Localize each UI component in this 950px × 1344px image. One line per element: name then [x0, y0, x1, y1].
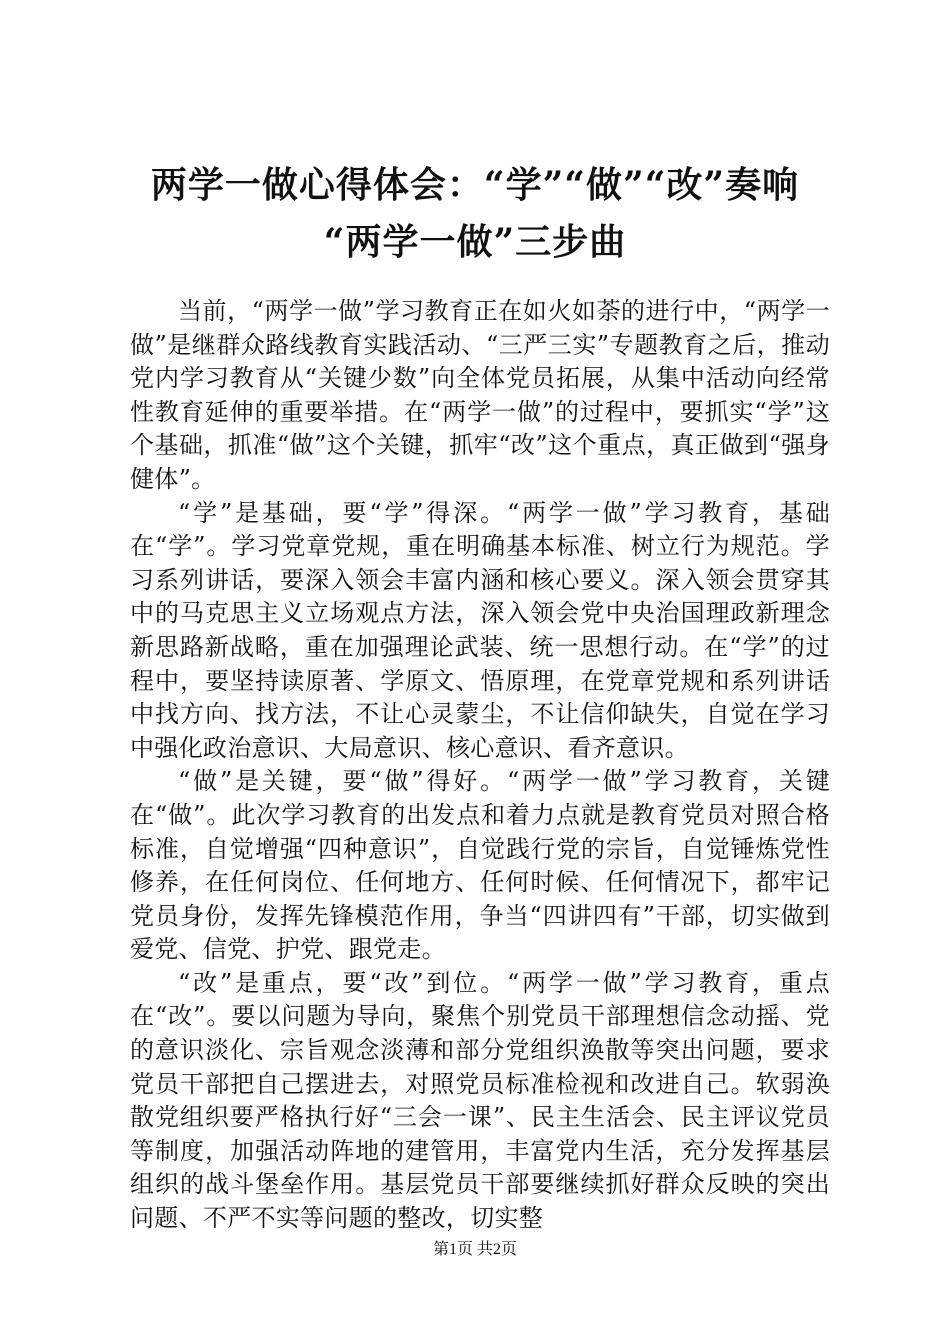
document-title-line-2: “两学一做”三步曲 [323, 221, 627, 263]
page-number-footer: 第1页 共2页 [432, 1241, 517, 1258]
paragraph-intro: 当前，“两学一做”学习教育正在如火如荼的进行中，“两学一做”是继群众路线教育实践活动、“三严三实”专题教育之后，推动党内学习教育从“关键少数”向全体党员拓展，从集中活动向经常性教育延伸的重要举措。在“两学一做”的过程中，要抓实“学”这个基础，抓准“做”这个关键，抓牢“改”这个重点，真正做到“强身健体”。 [130, 297, 830, 493]
document-body [130, 295, 830, 1236]
paragraph-gai: “改”是重点，要“改”到位。“两学一做”学习教育，重点在“改”。要以问题为导向，聚焦个别党员干部理想信念动摇、党的意识淡化、宗旨观念淡薄和部分党组织涣散等突出问题，要求党员干部把自己摆进去，对照党员标准检视和改进自己。软弱涣散党组织要严格执行好“三会一课”、民主生活会、民主评议党员等制度，加强活动阵地的建管用，丰富党内生活，充分发挥基层组织的战斗堡垒作用。基层党员干部要继续抓好群众反映的突出问题、不严不实等问题的整改，切实整 [130, 968, 830, 1233]
paragraph-xue: “学”是基础，要“学”得深。“两学一做”学习教育，基础在“学”。学习党章党规，重在明确基本标准、树立行为规范。学习系列讲话，要深入领会丰富内涵和核心要义。深入领会贯穿其中的马克思主义立场观点方法，深入领会党中央治国理政新理念新思路新战略，重在加强理论武装、统一思想行动。在“学”的过程中，要坚持读原著、学原文、悟原理，在党章党规和系列讲话中找方向、找方法，不让心灵蒙尘，不让信仰缺失，自觉在学习中强化政治意识、大局意识、核心意识、看齐意识。 [130, 498, 830, 762]
document-title-line-1: 两学一做心得体会：“学”“做”“改”奏响 [150, 164, 800, 206]
paragraph-zuo: “做”是关键，要“做”得好。“两学一做”学习教育，关键在“做”。此次学习教育的出发点和着力点就是教育党员对照合格标准，自觉增强“四种意识”，自觉践行党的宗旨，自觉锤炼党性修养，在任何岗位、任何地方、任何时候、任何情况下，都牢记党员身份，发挥先锋模范作用，争当“四讲四有”干部，切实做到爱党、信党、护党、跟党走。 [130, 767, 830, 964]
